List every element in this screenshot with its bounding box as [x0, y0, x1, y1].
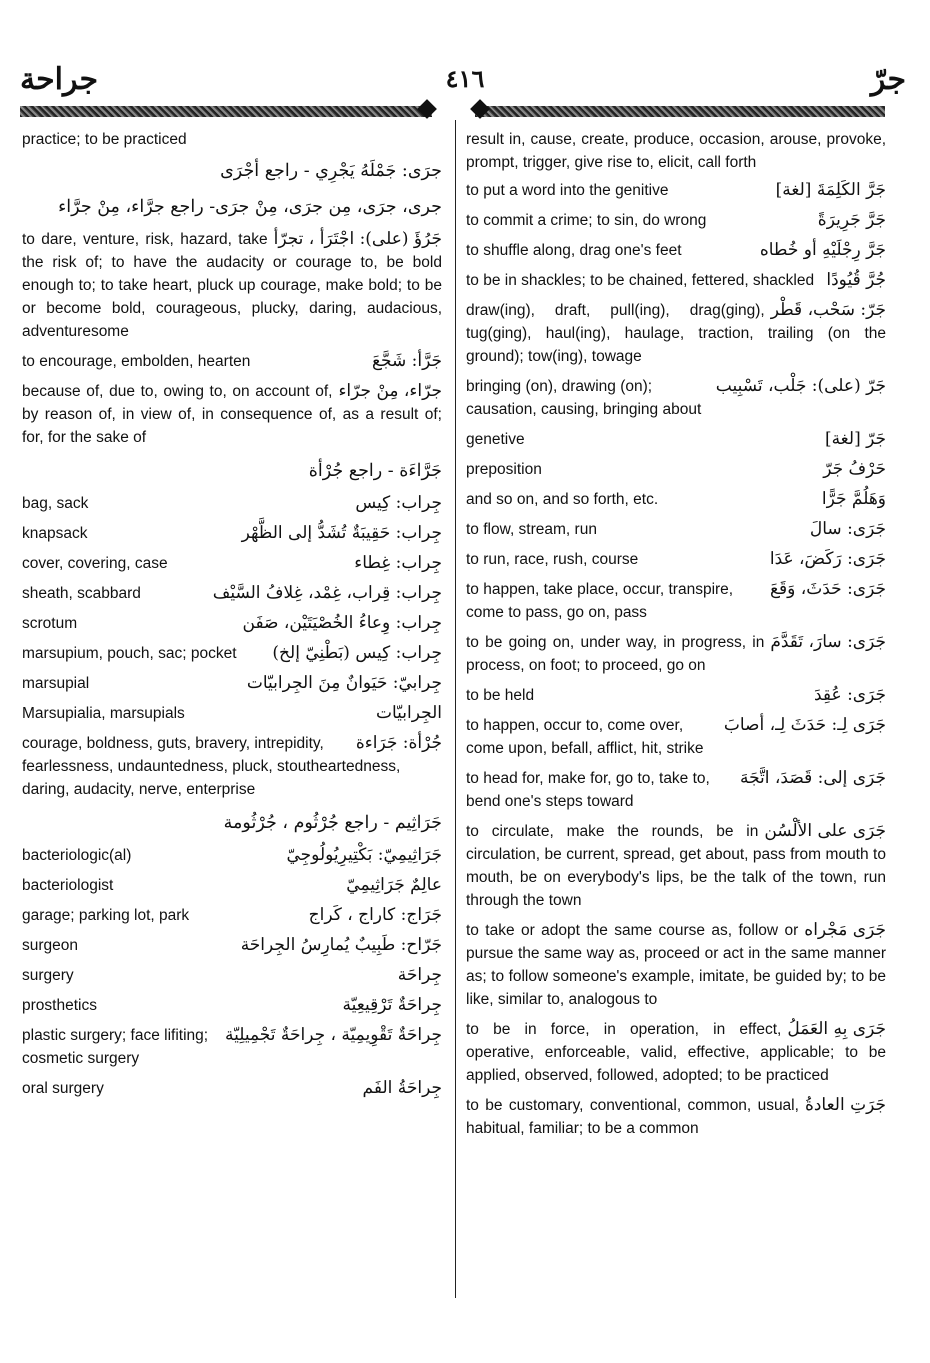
entry-english: to circulate, make the rounds, be in circulation, be current, spread, get about, pass from mouth to mouth, be on everybody's lips, be the talk of the town, run through the town: [466, 823, 886, 909]
entry-arabic: جَرَى: رَكَضَ، عَدَا: [769, 549, 886, 569]
entry-english: to shuffle along, drag one's feet: [466, 242, 682, 259]
dictionary-entry: [22, 672, 442, 695]
dictionary-entry: [22, 844, 442, 867]
dictionary-entry: [22, 874, 442, 897]
dictionary-entry: [466, 548, 886, 571]
dictionary-entry: [22, 350, 442, 373]
entry-english: to commit a crime; to sin, do wrong: [466, 212, 707, 229]
entry-arabic: جَرّ [لغة]: [824, 429, 886, 449]
entry-arabic: جَرَى لِـ: حَدَثَ لِـ، أصابَ: [723, 715, 886, 735]
dictionary-entry: [22, 612, 442, 635]
entry-english: bringing (on), drawing (on); causation, causing, bringing about: [466, 378, 702, 418]
dictionary-entry: [466, 631, 886, 677]
dictionary-entry: [466, 269, 886, 292]
entry-arabic: جَرَاج: كاراج ، كَراج: [308, 905, 442, 925]
entry-arabic: جِراحَةٌ تَقْوِيمِيّة ، جِراحَةٌ تَجْمِيلِيّة: [224, 1025, 442, 1045]
entry-arabic: جَرّاح: طَبِيبٌ يُمارِسُ الجِراحَة: [240, 935, 442, 955]
entry-arabic: جِراب: غِطاء: [354, 553, 442, 573]
entry-arabic: جَرَى: سارَ، تَقَدَّمَ: [770, 632, 886, 652]
dictionary-entry: [22, 732, 442, 801]
entry-english: to dare, venture, risk, hazard, take the risk of; to have the audacity or courage to, be bold enough to; to take heart, pluck up courage, make bold; to be or become bold, courageous, plucky, daring, audacious, adventuresome: [22, 231, 442, 340]
entry-english: knapsack: [22, 525, 88, 542]
dictionary-entry: [466, 209, 886, 232]
dictionary-entry: [22, 1077, 442, 1100]
entry-arabic: جَرَّ جَرِيرَةً: [817, 210, 886, 230]
entry-arabic: جِراحَةٌ تَرْقِيعِيّة: [342, 995, 442, 1015]
entry-arabic: جَرَتِ العادةُ: [804, 1095, 886, 1115]
entry-arabic: جَرَى على الألْسُن: [764, 821, 886, 841]
entry-english: bag, sack: [22, 495, 89, 512]
entry-arabic: جِرابيّ: حَيَوانٌ مِنَ الجِرابيّات: [246, 673, 442, 693]
entry-english: to be in shackles; to be chained, fettered, shackled: [466, 272, 815, 289]
entry-arabic: الجِرابيّات: [375, 703, 442, 723]
dictionary-entry: [466, 1018, 886, 1087]
dictionary-entry: [466, 239, 886, 262]
dictionary-entry: [466, 518, 886, 541]
column-divider: [455, 120, 456, 1298]
entry-english: Marsupialia, marsupials: [22, 705, 185, 722]
entry-english: and so on, and so forth, etc.: [466, 491, 659, 508]
entry-english: cover, covering, case: [22, 555, 168, 572]
dictionary-entry: [466, 767, 886, 813]
entry-arabic: جَرَى إلى: قَصَدَ، اتَّجَهَ: [739, 768, 886, 788]
dictionary-entry: [22, 702, 442, 725]
dictionary-entry: [466, 428, 886, 451]
entry-arabic: جَرَّ رِجْلَيْهِ أو خُطاه: [759, 240, 886, 260]
entry-arabic: جُرْأة: جَرَاءة: [355, 733, 442, 753]
entry-english: because of, due to, owing to, on account of, by reason of, in view of, in consequence of, as a result of; for, for the sake of: [22, 383, 442, 446]
entry-english: to encourage, embolden, hearten: [22, 353, 251, 370]
entry-english: oral surgery: [22, 1080, 104, 1097]
entry-english: garage; parking lot, park: [22, 907, 190, 924]
entry-arabic: جَرَّ الكَلِمَةَ [لغة]: [775, 180, 886, 200]
entry-arabic: جَرّ: سَحْب، قَطْر: [770, 300, 886, 320]
entry-arabic: جَرَاثِيمِيّ: بَكْتِيرِيُولُوجِيّ: [286, 845, 442, 865]
ornament-band-right: [475, 102, 885, 122]
entry-arabic: جِراب: حَقِيبَةٌ تُشَدُّ إلى الظَّهْر: [241, 523, 442, 543]
entry-english: marsupium, pouch, sac; pocket: [22, 645, 237, 662]
dictionary-entry: [466, 375, 886, 421]
dictionary-entry: [22, 492, 442, 515]
dictionary-entry: [466, 1094, 886, 1140]
entry-arabic: جَرَى: عُقِدَ: [814, 685, 886, 705]
entry-arabic: جَرُؤَ (على): اجْتَرَأ ، تجرّأ: [273, 229, 442, 249]
entry-english: to run, race, rush, course: [466, 551, 639, 568]
dictionary-entry: [22, 964, 442, 987]
entry-arabic: جَرَّأ: شَجَّعَ: [371, 351, 442, 371]
entry-english: surgery: [22, 967, 74, 984]
entry-arabic: جِراب: كِيس: [355, 493, 442, 513]
dictionary-entry: [22, 380, 442, 449]
entry-arabic: جِراب: قِراب، غِمْد، غِلافُ السَّيْف: [212, 583, 442, 603]
entry-english: to be in force, in operation, in effect, operative, enforceable, valid, effective, applicable; to be applied, observed, followed, adopted; to be practiced: [466, 1021, 886, 1084]
dictionary-entry: [466, 578, 886, 624]
entry-english: scrotum: [22, 615, 78, 632]
entry-arabic: جَرَى: حَدَثَ، وَقَعَ: [769, 579, 886, 599]
ornament-band-left: [20, 102, 432, 122]
entry-english: preposition: [466, 461, 542, 478]
entry-arabic: جَرَى بِهِ العَمَلُ: [787, 1019, 886, 1039]
entry-english: to head for, make for, go to, take to, bend one's steps toward: [466, 770, 710, 810]
dictionary-entry: [466, 488, 886, 511]
dictionary-entry: [22, 582, 442, 605]
dictionary-entry: [466, 714, 886, 760]
dictionary-entry: [22, 994, 442, 1017]
left-column: [22, 128, 442, 1107]
entry-arabic: جَرّ (على): جَلْب، تَسْبِيب: [715, 376, 886, 396]
arabic-crossref: جَرَّاءَة - راجع جُرْأة: [308, 461, 442, 481]
entry-arabic: جَرَى مَجْراه: [804, 920, 886, 940]
entry-arabic: جِراحَة: [397, 965, 442, 985]
entry-arabic: جِراب: كِيس (بَطْنِيّ إلخ): [272, 643, 442, 663]
entry-english: bacteriologist: [22, 877, 114, 894]
dictionary-entry: [22, 552, 442, 575]
dictionary-entry: [22, 228, 442, 343]
page-number: ٤١٦: [445, 64, 485, 93]
entry-english: to take or adopt the same course as, follow or pursue the same way as, proceed or act in the same manner as; to follow someone's example, imitate, be guided by; to be like, similar to, analogous to: [466, 922, 886, 1008]
entry-arabic: جِراب: وِعاءُ الخُصْيَتَيْن، صَفَن: [242, 613, 442, 633]
dictionary-entry: [466, 919, 886, 1011]
entry-arabic: وَهَلُمَّ جَرًّا: [821, 489, 886, 509]
dictionary-entry: [22, 642, 442, 665]
entry-english: to happen, take place, occur, transpire, come to pass, go on, pass: [466, 581, 734, 621]
entry-english: to be customary, conventional, common, usual, habitual, familiar; to be a common: [466, 1097, 799, 1137]
entry-english: to happen, occur to, come over, come upon, befall, afflict, hit, strike: [466, 717, 704, 757]
header-left-word: جراحة: [20, 62, 99, 97]
arabic-crossref: جرى، جرَى، مِن جرَى، مِنْ جرَى- راجع جرَّاء، مِنْ جرَّاء: [58, 197, 442, 217]
entry-english: genetive: [466, 431, 525, 448]
entry-arabic: جِراحَةُ الفَم: [362, 1078, 442, 1098]
dictionary-entry: [22, 1024, 442, 1070]
header-right-word: جرّ: [870, 62, 906, 97]
entry-english: to be held: [466, 687, 535, 704]
entry-english: marsupial: [22, 675, 90, 692]
dictionary-entry: [22, 904, 442, 927]
entry-english: bacteriologic(al): [22, 847, 132, 864]
dictionary-entry: [466, 684, 886, 707]
continued-text: result in, cause, create, produce, occasion, arouse, provoke, prompt, trigger, give rise to, elicit, call forth: [466, 131, 886, 171]
entry-arabic: عالِمٌ جَرَاثِيمِيّ: [346, 875, 442, 895]
dictionary-entry: [22, 522, 442, 545]
entry-english: to put a word into the genitive: [466, 182, 669, 199]
entry-arabic: جَرَى: سالَ: [809, 519, 886, 539]
entry-arabic: جرّاء، مِنْ جرّاء: [338, 381, 442, 401]
dictionary-entry: [466, 299, 886, 368]
arabic-crossref: جَرَاثِيم - راجع جُرْثُوم ، جُرْثُومة: [223, 813, 442, 833]
entry-arabic: حَرْفُ جَرّ: [823, 459, 886, 479]
entry-english: sheath, scabbard: [22, 585, 141, 602]
entry-arabic: جُرَّ قُيُودًا: [826, 270, 886, 290]
entry-english: plastic surgery; face lifiting; cosmetic surgery: [22, 1027, 209, 1067]
entry-english: to flow, stream, run: [466, 521, 597, 538]
entry-english: draw(ing), draft, pull(ing), drag(ging), tug(ging), haul(ing), haulage, traction, trailing (on the ground); tow(ing), towage: [466, 302, 886, 365]
entry-english: to be going on, under way, in progress, in process, on foot; to proceed, go on: [466, 634, 765, 674]
dictionary-entry: [466, 820, 886, 912]
dictionary-entry: [22, 934, 442, 957]
arabic-crossref: جرَى: جَمْلَهُ يَجْرِي - راجع أجْرَى: [220, 161, 442, 181]
entry-english: courage, boldness, guts, bravery, intrepidity, fearlessness, undauntedness, pluck, stoutheartedness, daring, audacity, nerve, enterprise: [22, 735, 401, 798]
entry-english: surgeon: [22, 937, 79, 954]
dictionary-entry: [466, 458, 886, 481]
right-column: [466, 128, 886, 1147]
dictionary-entry: [466, 179, 886, 202]
continued-text: practice; to be practiced: [22, 131, 187, 148]
entry-english: prosthetics: [22, 997, 97, 1014]
